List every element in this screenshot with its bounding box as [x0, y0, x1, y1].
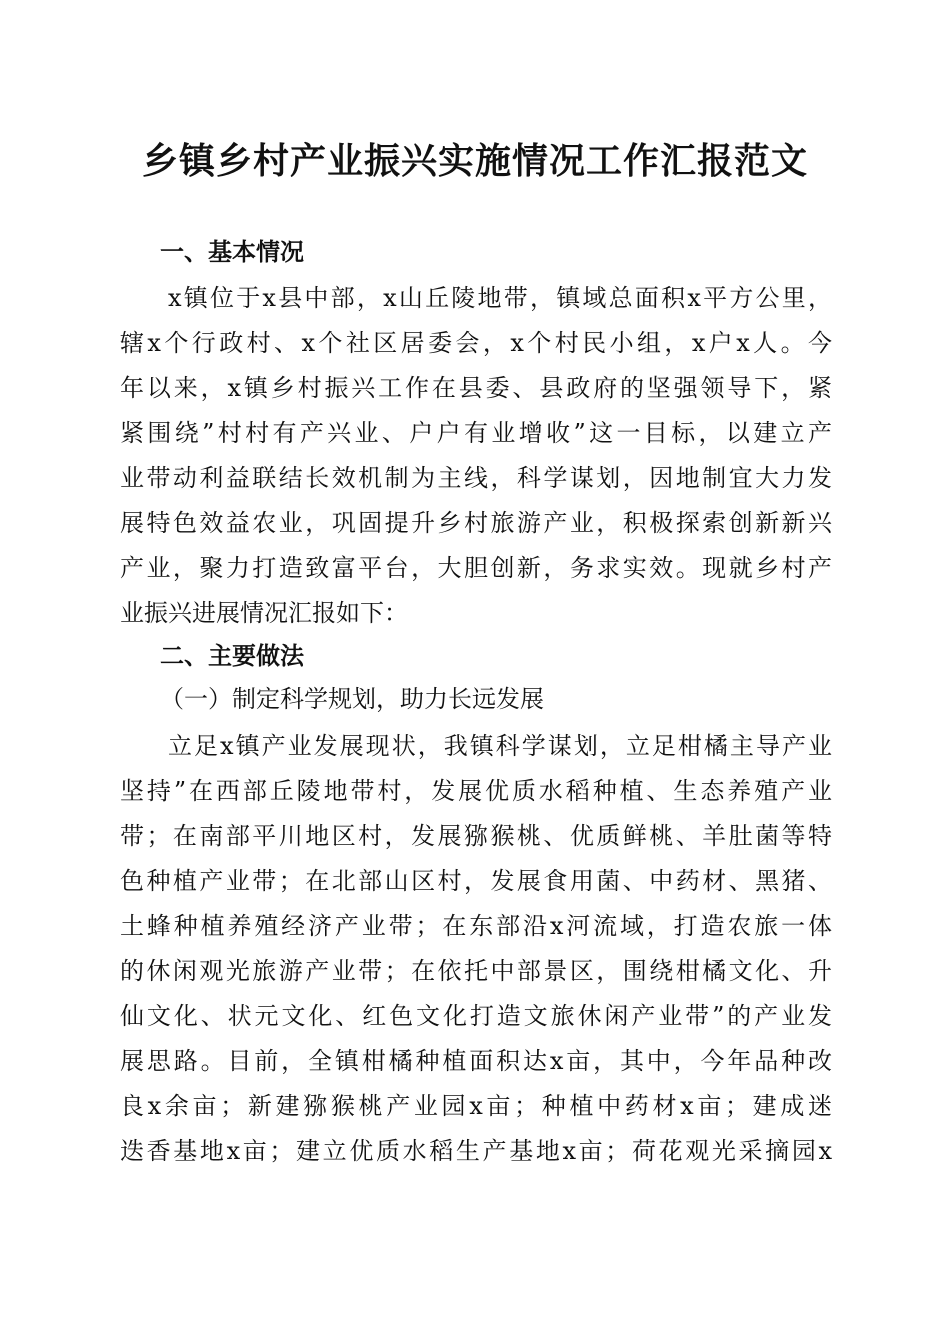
paragraph-line: 立足x镇产业发展现状，我镇科学谋划，立足柑橘主导产业: [168, 732, 832, 760]
section-heading-methods: 二、主要做法: [160, 642, 304, 670]
paragraph-line: 色种植产业带；在北部山区村，发展食用菌、中药材、黑猪、: [120, 867, 832, 895]
subsection-heading: （一）制定科学规划，助力长远发展: [160, 685, 544, 713]
paragraph-line: 土蜂种植养殖经济产业带；在东部沿x河流域，打造农旅一体: [120, 912, 832, 940]
paragraph-line: 迭香基地x亩；建立优质水稻生产基地x亩；荷花观光采摘园x: [120, 1137, 832, 1165]
paragraph-line: x镇位于x县中部，x山丘陵地带，镇域总面积x平方公里，: [168, 284, 832, 312]
paragraph-line: 业振兴进展情况汇报如下：: [120, 599, 408, 627]
paragraph-line: 仙文化、状元文化、红色文化打造文旅休闲产业带”的产业发: [120, 1002, 832, 1030]
paragraph-line: 展特色效益农业，巩固提升乡村旅游产业，积极探索创新新兴: [120, 509, 832, 537]
paragraph-line: 的休闲观光旅游产业带；在依托中部景区，围绕柑橘文化、升: [120, 957, 832, 985]
paragraph-line: 展思路。目前，全镇柑橘种植面积达x亩，其中，今年品种改: [120, 1047, 832, 1075]
document-title: 乡镇乡村产业振兴实施情况工作汇报范文: [141, 140, 808, 182]
paragraph-line: 辖x个行政村、x个社区居委会，x个村民小组，x户x人。今: [120, 329, 832, 357]
paragraph-line: 业带动利益联结长效机制为主线，科学谋划，因地制宜大力发: [120, 464, 832, 492]
paragraph-line: 产业，聚力打造致富平台，大胆创新，务求实效。现就乡村产: [120, 554, 832, 582]
section-heading-basic: 一、基本情况: [160, 238, 304, 266]
paragraph-line: 带；在南部平川地区村，发展猕猴桃、优质鲜桃、羊肚菌等特: [120, 822, 832, 850]
paragraph-line: 坚持”在西部丘陵地带村，发展优质水稻种植、生态养殖产业: [120, 777, 832, 805]
paragraph-line: 紧围绕”村村有产兴业、户户有业增收”这一目标，以建立产: [120, 419, 832, 447]
paragraph-line: 年以来，x镇乡村振兴工作在县委、县政府的坚强领导下，紧: [120, 374, 832, 402]
paragraph-line: 良x余亩；新建猕猴桃产业园x亩；种植中药材x亩；建成迷: [120, 1092, 832, 1120]
